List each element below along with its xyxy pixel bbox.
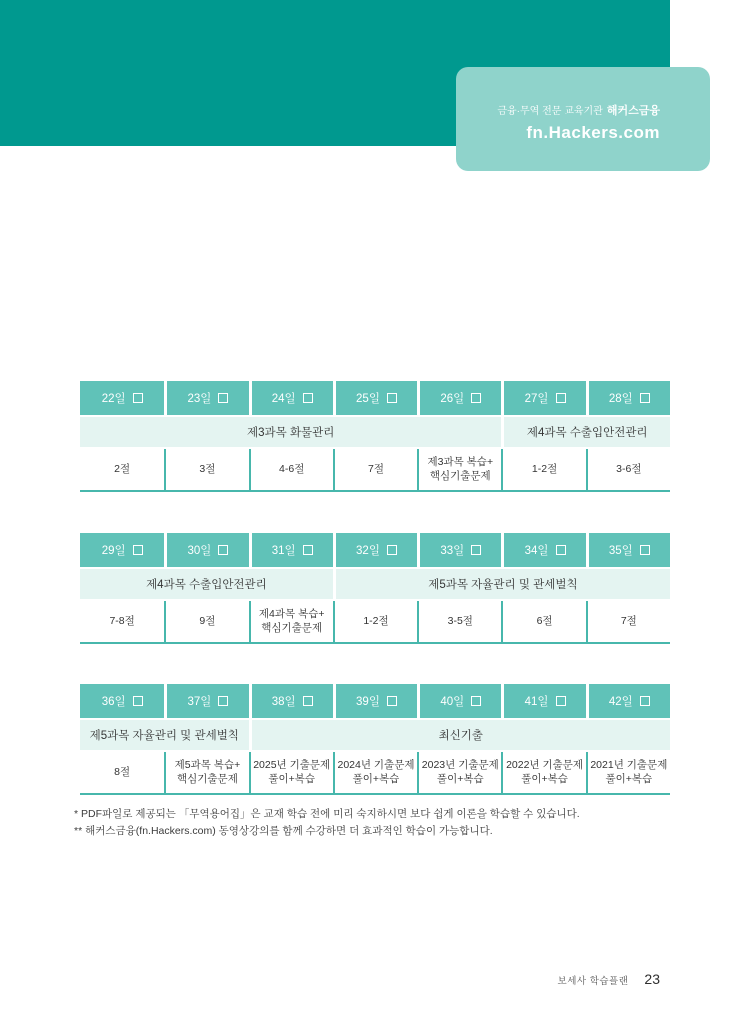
day-label: 25일 [356,393,380,405]
task-cell: 2023년 기출문제 풀이+복습 [417,752,501,793]
task-cell: 1-2절 [333,601,417,642]
plan-table-week-5 [80,533,670,644]
day-header-cell [80,381,164,415]
day-checkbox [387,696,397,706]
task-cell: 6절 [501,601,585,642]
day-checkbox [387,545,397,555]
task-cell: 7절 [333,449,417,490]
day-header-cell [586,381,670,415]
day-label: 39일 [356,696,380,708]
day-label: 30일 [187,545,212,557]
task-cell: 8절 [80,752,164,793]
day-checkbox [556,393,566,403]
day-checkbox [471,393,481,403]
task-cell: 2022년 기출문제 풀이+복습 [501,752,585,793]
day-header-cell [501,533,585,567]
day-checkbox [303,393,313,403]
task-cell: 3절 [164,449,248,490]
day-header-row [80,533,670,567]
day-header-cell [249,684,333,718]
day-header-cell [501,684,585,718]
brand-tagline [497,102,660,118]
day-label: 27일 [524,393,549,405]
day-label: 29일 [101,545,126,557]
task-row [80,752,670,795]
day-label: 26일 [440,393,465,405]
day-header-cell [417,684,501,718]
day-label: 33일 [440,545,465,557]
day-header-row [80,381,670,415]
day-header-cell [586,533,670,567]
task-row [80,449,670,492]
day-header-cell [333,533,417,567]
subject-cell: 제5과목 자율관리 및 관세벌칙 [333,569,670,599]
footnotes [74,806,684,840]
task-cell: 4-6절 [249,449,333,490]
day-label: 41일 [524,696,549,708]
day-label: 35일 [608,545,633,557]
day-label: 34일 [524,545,549,557]
day-checkbox [133,545,143,555]
footnote-2: ** 해커스금융(fn.Hackers.com) 동영상강의를 함께 수강하면 더 효과적인 학습이 가능합니다. [74,825,493,837]
task-cell: 2024년 기출문제 풀이+복습 [333,752,417,793]
day-header-cell [249,533,333,567]
task-cell: 1-2절 [501,449,585,490]
day-checkbox [303,545,313,555]
plan-table-week-6 [80,684,670,795]
subject-row [80,720,670,750]
subject-row [80,417,670,447]
page-footer [558,971,660,987]
task-row [80,601,670,644]
day-header-row [80,684,670,718]
day-checkbox [218,696,228,706]
task-cell: 3-5절 [417,601,501,642]
day-header-cell [417,533,501,567]
day-header-cell [80,684,164,718]
subject-cell: 제4과목 수출입안전관리 [80,569,333,599]
footer-section-label: 보세사 학습플랜 [557,976,629,987]
day-header-cell [164,381,248,415]
day-header-cell [333,381,417,415]
day-header-cell [164,684,248,718]
day-checkbox [640,545,650,555]
task-cell: 7절 [586,601,670,642]
task-cell: 제3과목 복습+ 핵심기출문제 [417,449,501,490]
day-checkbox [218,545,228,555]
task-cell: 3-6절 [586,449,670,490]
day-label: 36일 [101,696,126,708]
day-checkbox [133,393,143,403]
day-label: 32일 [356,545,380,557]
day-checkbox [133,696,143,706]
day-checkbox [640,393,650,403]
day-label: 37일 [187,696,212,708]
day-checkbox [471,545,481,555]
subject-cell: 제3과목 화물관리 [80,417,501,447]
day-checkbox [556,696,566,706]
subject-cell: 제5과목 자율관리 및 관세벌칙 [80,720,249,750]
day-checkbox [471,696,481,706]
task-cell: 2021년 기출문제 풀이+복습 [586,752,670,793]
day-label: 38일 [271,696,296,708]
subject-row [80,569,670,599]
brand-name: 해커스금융 [606,104,660,117]
day-header-cell [417,381,501,415]
brand-box [456,67,710,171]
day-label: 28일 [608,393,633,405]
task-cell: 제4과목 복습+ 핵심기출문제 [249,601,333,642]
task-cell: 2절 [80,449,164,490]
task-cell: 2025년 기출문제 풀이+복습 [249,752,333,793]
day-header-cell [586,684,670,718]
subject-cell: 최신기출 [249,720,670,750]
subject-cell: 제4과목 수출입안전관리 [501,417,670,447]
day-header-cell [80,533,164,567]
day-checkbox [640,696,650,706]
task-cell: 7-8절 [80,601,164,642]
task-cell: 제5과목 복습+ 핵심기출문제 [164,752,248,793]
footnote-1: * PDF파일로 제공되는 「무역용어집」은 교재 학습 전에 미리 숙지하시면 보다 쉽게 이론을 학습할 수 있습니다. [74,808,580,820]
day-header-cell [333,684,417,718]
day-label: 40일 [440,696,465,708]
brand-url: fn.Hackers.com [526,122,660,142]
day-label: 23일 [187,393,212,405]
day-header-cell [164,533,248,567]
day-header-cell [249,381,333,415]
day-header-cell [501,381,585,415]
day-label: 24일 [271,393,296,405]
task-cell: 9절 [164,601,248,642]
plan-table-week-4 [80,381,670,492]
brand-tagline-prefix: 금융·무역 전문 교육기관 [497,105,603,117]
day-label: 42일 [608,696,633,708]
footer-page-number: 23 [644,971,660,987]
day-label: 22일 [101,393,126,405]
day-checkbox [387,393,397,403]
day-checkbox [303,696,313,706]
day-checkbox [218,393,228,403]
day-label: 31일 [271,545,296,557]
day-checkbox [556,545,566,555]
